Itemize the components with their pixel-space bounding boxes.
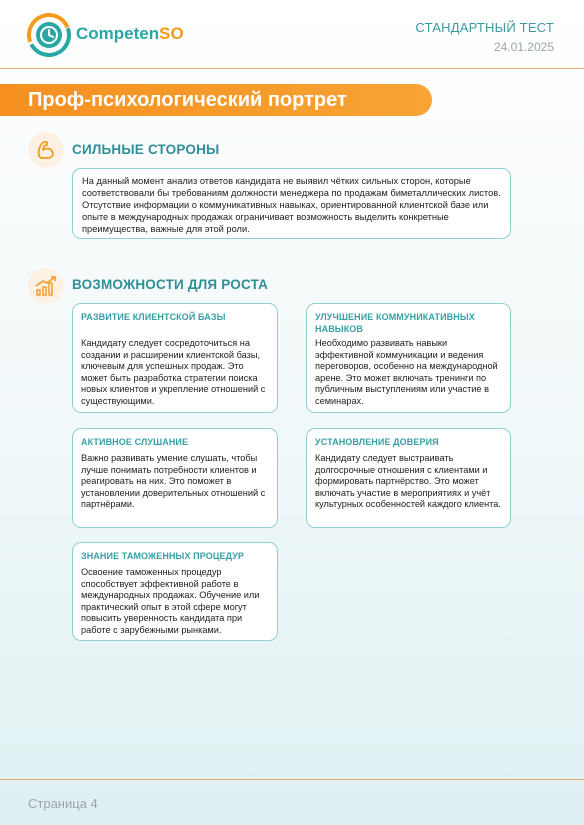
footer-divider — [0, 779, 584, 780]
growth-card — [72, 428, 278, 528]
strengths-title: СИЛЬНЫЕ СТОРОНЫ — [72, 142, 220, 157]
strengths-card — [72, 168, 511, 239]
page-title: Проф-психологический портрет — [28, 89, 347, 111]
growth-card-text: Важно развивать умение слушать, чтобы лучше понимать потребности клиентов и реагировать на них. Это поможет в установлении доверительных отношений с партнёрами. — [81, 453, 266, 509]
growth-card-text: Кандидату следует сосредоточиться на создании и расширении клиентской базы, ключевым для успешных продаж. Это может быть разработка стратегии поиска новых клиентов и укрепление отношений с существующими. — [81, 338, 266, 406]
growth-card-title: АКТИВНОЕ СЛУШАНИЕ — [81, 437, 189, 447]
test-type-label: СТАНДАРТНЫЙ ТЕСТ — [415, 20, 554, 35]
flexed-arm-icon — [28, 132, 64, 168]
strengths-text: На данный момент анализ ответов кандидата не выявил чётких сильных сторон, которые соответствовали бы требованиям должности менеджера по продажам биметаллических листов. Отсутствие информации о коммуникативных навыках, ориентированной клиентской базе или опыте в международных продажах ограничивает возможность выделить конкретные преимущества, важные для этой роли. — [82, 176, 501, 234]
growth-card — [72, 303, 278, 413]
growth-card-text: Необходимо развивать навыки эффективной коммуникации и ведения переговоров, особенно на международной арене. Это может включать тренинги по публичным выступлениям или участие в семинарах. — [315, 338, 498, 406]
page-number: Страница 4 — [28, 796, 98, 811]
growth-card-title: РАЗВИТИЕ КЛИЕНТСКОЙ БАЗЫ — [81, 312, 226, 322]
growth-card-text: Кандидату следует выстраивать долгосрочные отношения с клиентами и формировать партнёрство. Это может включать участие в мероприятиях и учёт культурных особенностей каждого клиента. — [315, 453, 501, 509]
test-date: 24.01.2025 — [493, 40, 554, 54]
growth-card-title: ЗНАНИЕ ТАМОЖЕННЫХ ПРОЦЕДУР — [81, 551, 245, 561]
growth-card — [306, 428, 511, 528]
growth-card-text: Освоение таможенных процедур способствует эффективной работе в международных продажах. Обучение или практический опыт в этой сфере могут повысить уверенность кандидата при работе с зарубежными рынками. — [81, 567, 260, 635]
growth-title: ВОЗМОЖНОСТИ ДЛЯ РОСТА — [72, 277, 269, 292]
header-divider — [0, 68, 584, 69]
logo-text: CompetenSO — [76, 24, 184, 43]
header — [0, 0, 584, 70]
growth-card — [306, 303, 511, 413]
growth-chart-icon — [28, 268, 64, 304]
growth-card — [72, 542, 278, 641]
logo-icon — [27, 13, 71, 57]
page-title-banner — [0, 84, 432, 116]
growth-card-title: УСТАНОВЛЕНИЕ ДОВЕРИЯ — [315, 437, 439, 447]
growth-card-title: УЛУЧШЕНИЕ КОММУНИКАТИВНЫХ НАВЫКОВ — [315, 312, 475, 334]
